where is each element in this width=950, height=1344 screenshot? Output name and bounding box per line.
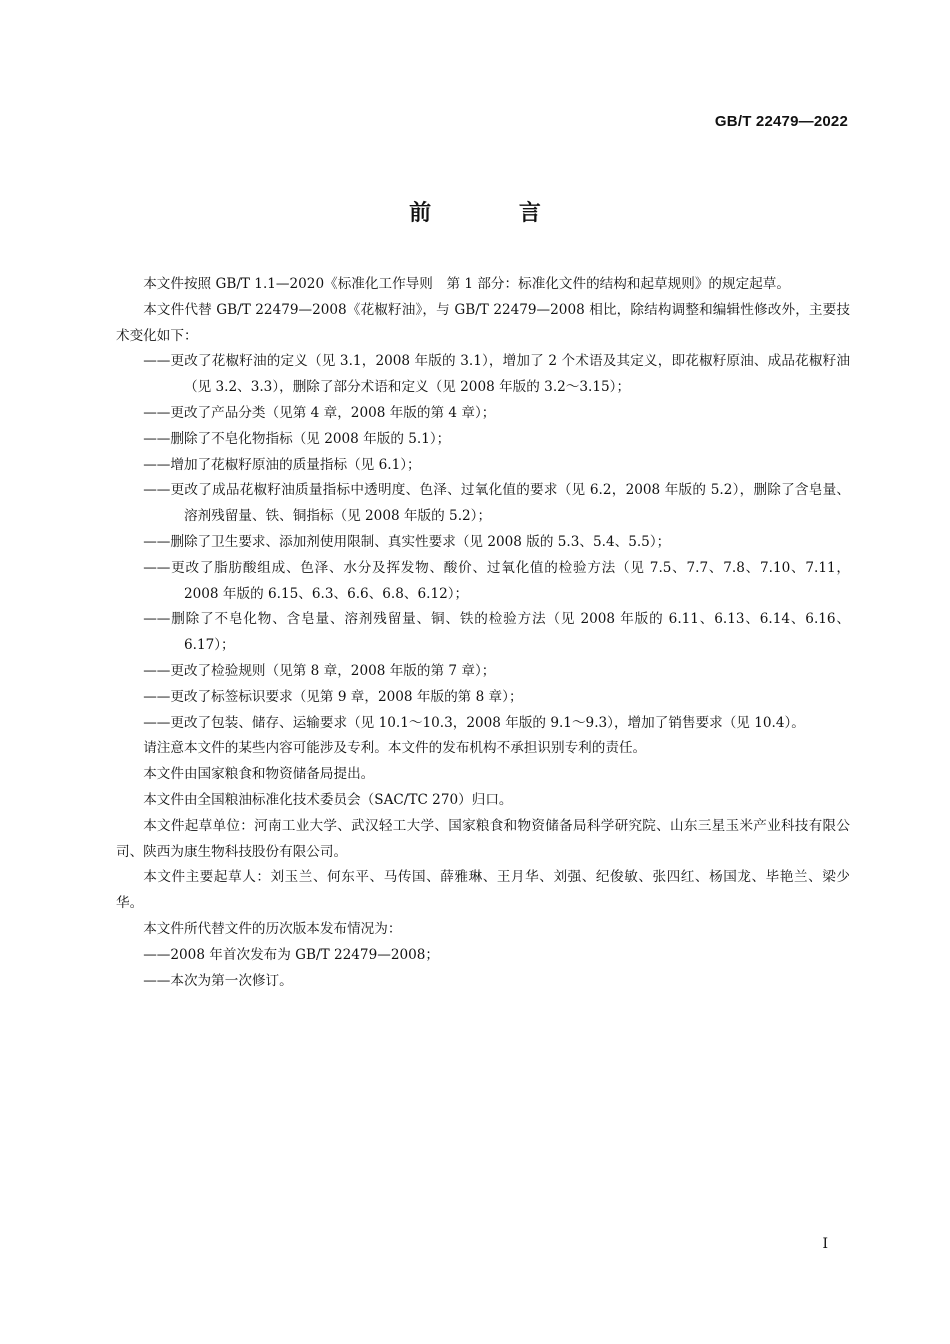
paragraph: 本文件代替 GB/T 22479—2008《花椒籽油》，与 GB/T 22479—2008 相比，除结构调整和编辑性修改外，主要技术变化如下：: [116, 301, 850, 344]
change-item: ——更改了脂肪酸组成、色泽、水分及挥发物、酸价、过氧化值的检验方法（见 7.5、7.7、7.8、7.10、7.11，2008 年版的 6.15、6.3、6.6、6.8、6.12）；: [143, 559, 850, 602]
history-item: ——本次为第一次修订。: [143, 972, 293, 989]
change-item: ——删除了不皂化物、含皂量、溶剂残留量、铜、铁的检验方法（见 2008 年版的 6.11、6.13、6.14、6.16、6.17）；: [143, 611, 850, 654]
change-item: ——删除了不皂化物指标（见 2008 年版的 5.1）；: [143, 430, 451, 447]
change-item: ——更改了标签标识要求（见第 9 章，2008 年版的第 8 章）；: [143, 688, 523, 705]
paragraph: 本文件按照 GB/T 1.1—2020《标准化工作导则 第 1 部分：标准化文件的结构和起草规则》的规定起草。: [143, 276, 790, 292]
paragraph: 本文件所代替文件的历次版本发布情况为：: [143, 920, 402, 937]
change-item: ——删除了卫生要求、添加剂使用限制、真实性要求（见 2008 版的 5.3、5.4、5.5）；: [143, 533, 671, 550]
paragraph: 请注意本文件的某些内容可能涉及专利。本文件的发布机构不承担识别专利的责任。: [143, 740, 647, 757]
page-title: 前 言: [409, 200, 581, 226]
paragraph: 本文件由国家粮食和物资储备局提出。: [143, 766, 375, 783]
change-item: ——更改了成品花椒籽油质量指标中透明度、色泽、过氧化值的要求（见 6.2，2008 年版的 5.2），删除了含皂量、溶剂残留量、铁、铜指标（见 2008 年版的 5.2）；: [143, 482, 850, 525]
page-number: I: [822, 1236, 828, 1252]
change-item: ——更改了花椒籽油的定义（见 3.1，2008 年版的 3.1），增加了 2 个术语及其定义，即花椒籽原油、成品花椒籽油（见 3.2、3.3），删除了部分术语和定义（见 2008 年版的 3.2～3.15）；: [143, 353, 850, 396]
paragraph: 本文件起草单位：河南工业大学、武汉轻工大学、国家粮食和物资储备局科学研究院、山东三星玉米产业科技有限公司、陕西为康生物科技股份有限公司。: [116, 817, 850, 860]
paragraph: 本文件主要起草人：刘玉兰、何东平、马传国、薛雅琳、王月华、刘强、纪俊敏、张四红、杨国龙、毕艳兰、梁少华。: [116, 869, 850, 912]
foreword-body: [116, 272, 850, 994]
standard-code: GB/T 22479—2022: [714, 113, 848, 130]
paragraph: 本文件由全国粮油标准化技术委员会（SAC/TC 270）归口。: [143, 791, 513, 808]
change-item: ——更改了包装、储存、运输要求（见 10.1～10.3，2008 年版的 9.1～9.3），增加了销售要求（见 10.4）。: [143, 714, 805, 731]
change-item: ——更改了产品分类（见第 4 章，2008 年版的第 4 章）；: [143, 404, 496, 421]
history-item: ——2008 年首次发布为 GB/T 22479—2008；: [143, 946, 440, 963]
change-item: ——增加了花椒籽原油的质量指标（见 6.1）；: [143, 456, 421, 473]
change-item: ——更改了检验规则（见第 8 章，2008 年版的第 7 章）；: [143, 662, 496, 679]
